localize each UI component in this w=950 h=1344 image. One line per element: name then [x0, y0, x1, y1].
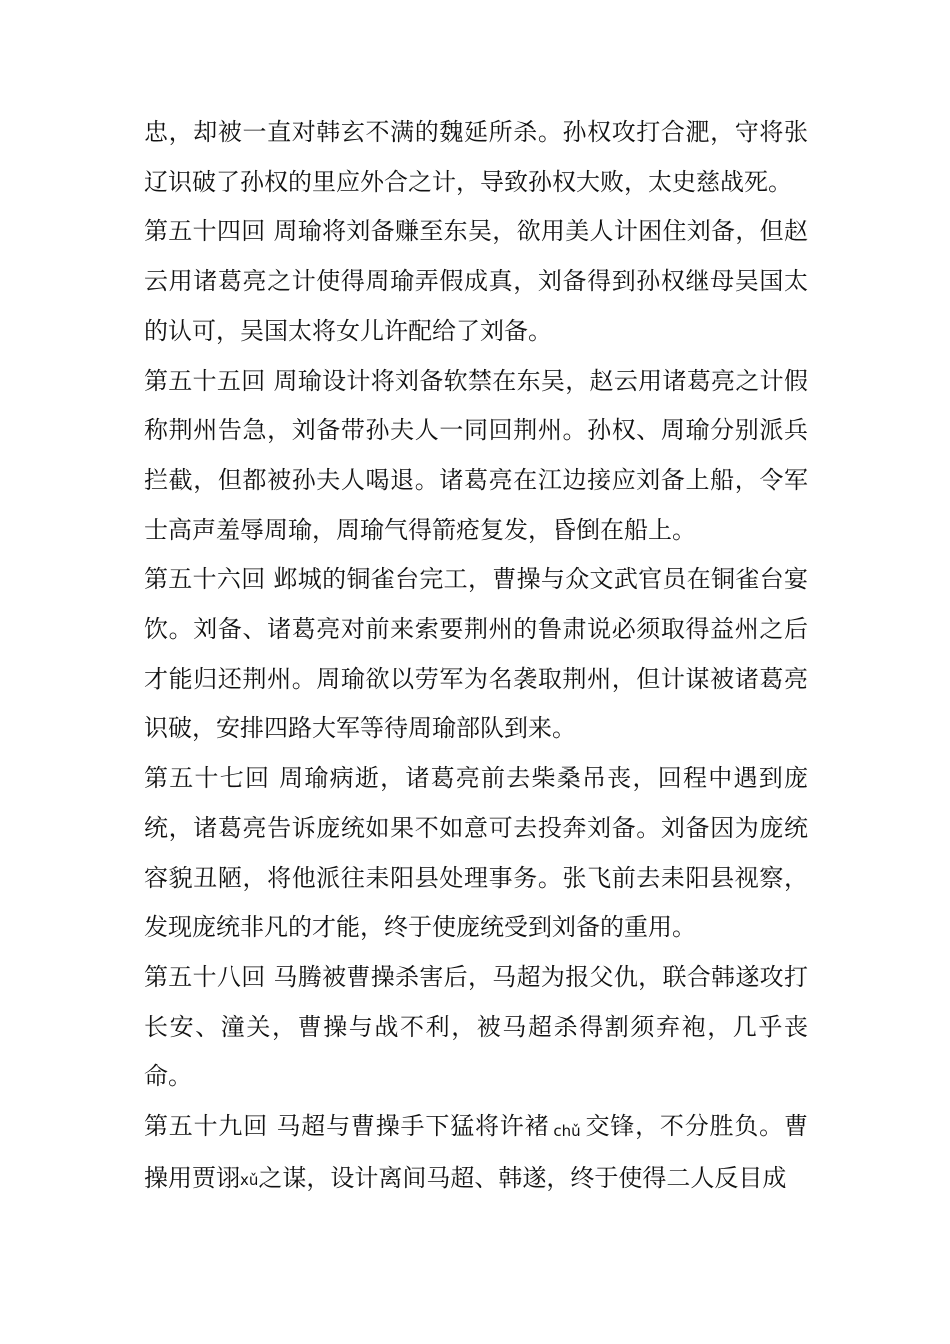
- paragraph-chapter-58: 第五十八回 马腾被曹操杀害后，马超为报父仇，联合韩遂攻打长安、潼关，曹操与战不利，被马超杀得割须弃袍，几乎丧命。: [144, 962, 808, 1091]
- chapter-59-text-part-1: 第五十九回 马超与曹操手下猛将许褚: [144, 1112, 550, 1141]
- paragraph-continuation: 忠，却被一直对韩玄不满的魏延所杀。孙权攻打合淝，守将张辽识破了孙权的里应外合之计，导致孙权大败，太史慈战死。: [144, 118, 808, 196]
- chapter-59-text-part-2: 交锋，不分胜负。曹操用贾诩: [144, 1112, 808, 1192]
- paragraph-chapter-56: 第五十六回 邺城的铜雀台完工，曹操与众文武官员在铜雀台宴饮。刘备、诸葛亮对前来索要荆州的鲁肃说必须取得益州之后才能归还荆州。周瑜欲以劳军为名袭取荆州，但计谋被诸葛亮识破，安排四路大军等待周瑜部队到来。: [144, 565, 808, 743]
- paragraph-chapter-57: 第五十七回 周瑜病逝，诸葛亮前去柴桑吊丧，回程中遇到庞统，诸葛亮告诉庞统如果不如意可去投奔刘备。刘备因为庞统容貌丑陋，将他派往耒阳县处理事务。张飞前去耒阳县视察，发现庞统非凡的才能，终于使庞统受到刘备的重用。: [144, 764, 808, 942]
- pinyin-annotation-xu: xǔ: [240, 1170, 259, 1189]
- pinyin-annotation-chu: chǔ: [553, 1122, 581, 1141]
- paragraph-chapter-55: 第五十五回 周瑜设计将刘备软禁在东吴，赵云用诸葛亮之计假称荆州告急，刘备带孙夫人一同回荆州。孙权、周瑜分别派兵拦截，但都被孙夫人喝退。诸葛亮在江边接应刘备上船，令军士高声羞辱周瑜，周瑜气得箭疮复发，昏倒在船上。: [144, 366, 808, 544]
- document-body: [144, 108, 808, 1205]
- chapter-59-text-part-3: 之谋，设计离间马超、韩遂，终于使得二人反目成: [258, 1163, 787, 1192]
- paragraph-chapter-54: 第五十四回 周瑜将刘备赚至东吴，欲用美人计困住刘备，但赵云用诸葛亮之计使得周瑜弄假成真，刘备得到孙权继母吴国太的认可，吴国太将女儿许配给了刘备。: [144, 217, 808, 345]
- paragraph-chapter-59: [144, 1102, 808, 1205]
